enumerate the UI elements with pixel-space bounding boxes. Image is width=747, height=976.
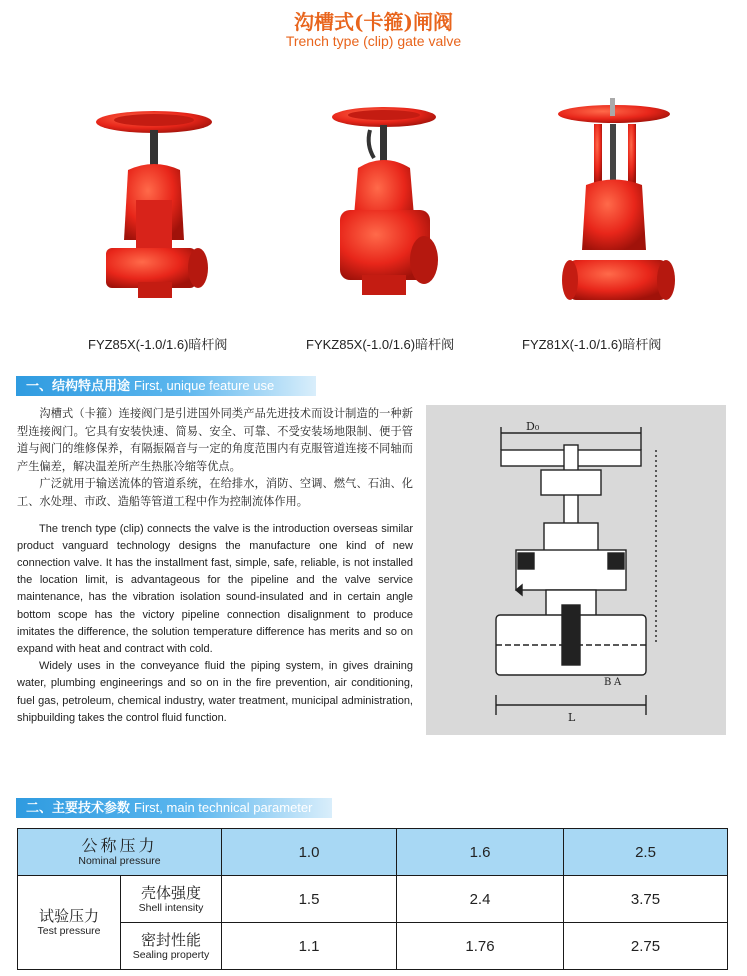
nominal-pressure-header: [18, 829, 222, 876]
shell-value: 2.4: [397, 876, 564, 923]
feature-description: [17, 405, 413, 727]
section-heading-parameters: [16, 798, 332, 818]
technical-drawing: [426, 405, 726, 735]
shell-intensity-cn: 壳体强度: [141, 883, 202, 902]
product-caption-3: FYZ81X(-1.0/1.6)暗杆阀: [522, 337, 662, 352]
page-title: 沟槽式(卡箍)闸阀: [294, 10, 453, 34]
nominal-value: 1.0: [222, 829, 397, 876]
section-heading-features: [16, 376, 316, 396]
nominal-pressure-en: Nominal pressure: [78, 854, 161, 867]
test-pressure-header: [18, 876, 121, 970]
product-image-fyz85x: [58, 90, 258, 315]
nominal-value: 2.5: [564, 829, 728, 876]
product-image-fykz85x: [292, 90, 492, 315]
nominal-pressure-cn: 公称压力: [81, 835, 158, 855]
drawing-label-a: A: [614, 677, 622, 688]
seal-value: 2.75: [564, 923, 728, 970]
shell-intensity-en: Shell intensity: [138, 901, 204, 914]
section2-heading-cn: 二、主要技术参数: [26, 801, 131, 816]
table-row-nominal: [18, 829, 728, 876]
seal-value: 1.1: [222, 923, 397, 970]
paragraph-en-2: Widely uses in the conveyance fluid the piping system, in gives draining water, plumbing engineerings and so on in the fire prevention, air conditioning, fuel gas, petroleum, chemical industry, water treatment, municipal administration, shipbuilding takes the control fluid function.: [17, 660, 413, 724]
paragraph-en-1: The trench type (clip) connects the valve is the introduction overseas similar product vanguard technology designs the manufacture one kind of new connection valve. It has the installment fast, simple, safe, reliable, is not installed the location limit, is advantageous for the pipeline and the valve service maintenance, has the vibration isolation sound-insulated and in certain angle bottom scope has the victory pipeline connection disalignment to produce imitates the difference, the solution temperature difference has merits and so on expand with heat and contract with cold.: [17, 522, 413, 655]
sealing-property-header: [121, 923, 222, 970]
section-heading-en: First, unique feature use: [134, 378, 275, 393]
product-image-fyz81x: [530, 90, 730, 315]
drawing-label-l: L: [568, 711, 576, 724]
sealing-property-en: Sealing property: [132, 948, 210, 961]
drawing-label-d0: D₀: [526, 420, 540, 433]
shell-intensity-header: [121, 876, 222, 923]
shell-value: 3.75: [564, 876, 728, 923]
product-caption-1: FYZ85X(-1.0/1.6)暗杆阀: [88, 337, 228, 352]
shell-value: 1.5: [222, 876, 397, 923]
table-row-shell: [18, 876, 728, 923]
paragraph-cn-2: 广泛就用于输送流体的管道系统，在给排水，消防、空调、燃气、石油、化工、水处理、市政、造船等管道工程中作为控制流体作用。: [17, 477, 413, 508]
test-pressure-cn: 试验压力: [38, 907, 99, 925]
sealing-property-cn: 密封性能: [141, 930, 202, 949]
section2-heading-en: First, main technical parameter: [134, 800, 313, 815]
section-heading-cn: 一、结构特点用途: [26, 379, 131, 394]
test-pressure-en: Test pressure: [37, 925, 101, 937]
page-subtitle: Trench type (clip) gate valve: [285, 33, 462, 49]
nominal-value: 1.6: [397, 829, 564, 876]
table-row-sealing: [18, 923, 728, 970]
parameter-table: [17, 828, 728, 970]
paragraph-cn-1: 沟槽式（卡箍）连接阀门是引进国外同类产品先进技术而设计制造的一种新型连接阀门。它具有安装快速、简易、安全、可靠、不受安装场地限制、便于管道与阀门的维修保养，有隔振隔音与一定的角度范围内有克服管道连接不同轴而产生偏差，解决温差所产生热胀冷缩等优点。: [17, 407, 413, 473]
drawing-label-b: B: [604, 677, 612, 688]
product-caption-2: FYKZ85X(-1.0/1.6)暗杆阀: [306, 337, 455, 352]
seal-value: 1.76: [397, 923, 564, 970]
